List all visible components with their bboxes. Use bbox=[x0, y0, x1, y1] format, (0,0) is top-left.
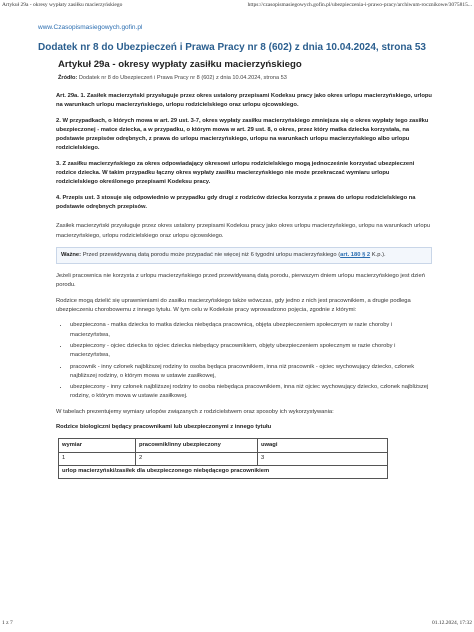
table-header-cell: wymiar bbox=[59, 439, 136, 452]
source-text: Dodatek nr 8 do Ubezpieczeń i Prawa Pracy nr 8 (602) z dnia 10.04.2024, strona 53 bbox=[78, 75, 287, 81]
note-law-link[interactable]: art. 180 § 2 bbox=[340, 251, 371, 258]
source-label: Źródło: bbox=[58, 75, 78, 81]
page-number: 1 z 7 bbox=[2, 620, 13, 626]
paragraph-birth-date: Jeżeli pracownica nie korzysta z urlopu macierzyńskiego przed przewidywaną datą porodu, pierwszym dniem urlopu macierzyńskiego jest dzień porodu. bbox=[56, 273, 425, 289]
article-title: Artykuł 29a - okresy wypłaty zasiłku macierzyńskiego bbox=[58, 59, 302, 70]
print-header bbox=[2, 2, 472, 12]
table-row bbox=[59, 439, 388, 452]
table-header-cell: pracownik/inny ubezpieczony bbox=[136, 439, 258, 452]
table-row bbox=[59, 465, 388, 478]
table-cell: 2 bbox=[136, 452, 258, 465]
table-header-cell: uwagi bbox=[258, 439, 388, 452]
commentary bbox=[56, 222, 432, 479]
article-paragraph: Art. 29a. 1. Zasiłek macierzyński przysługuje przez okres ustalony przepisami Kodeksu pracy jako okres urlopu macierzyńskiego, urlopu na warunkach urlopu macierzyńskiego, urlopu rodzicielskiego oraz urlopu ojcowskiego. bbox=[56, 93, 432, 109]
table-cell: 3 bbox=[258, 452, 388, 465]
article-paragraph: 4. Przepis ust. 3 stosuje się odpowiednio w przypadku gdy drugi z rodziców dziecka korzysta z prawa do urlopu rodzicielskiego na podstawie odrębnych przepisów. bbox=[56, 194, 416, 210]
table-span-cell: urlop macierzyński/zasiłek dla ubezpieczonego niebędącego pracownikiem bbox=[59, 465, 388, 478]
page-content bbox=[38, 16, 436, 479]
print-header-title: Artykuł 29a - okresy wypłaty zasiłku macierzyńskiego bbox=[2, 2, 123, 8]
article-paragraph: 2. W przypadkach, o których mowa w art. 29 ust. 3-7, okres wypłaty zasiłku macierzyńskiego zmniejsza się o okres wypłaty tego zasiłku ubezpieczonej - matce dziecka, a w przypadku, o którym mowa w art. 29 ust. 8, o okres, przez który matka dziecka korzystała, na podstawie przepisów odrębnych, z prawa do urlopu macierzyńskiego, urlopu na warunkach urlopu macierzyńskiego albo urlopu rodzicielskiego. bbox=[56, 117, 429, 152]
article-text bbox=[56, 92, 432, 212]
table-row bbox=[59, 452, 388, 465]
definitions-list bbox=[56, 321, 432, 401]
note-text: Przed przewidywaną datą porodu może przypadać nie więcej niż 6 tygodni urlopu macierzyńskiego ( bbox=[81, 251, 341, 258]
publication-title: Dodatek nr 8 do Ubezpieczeń i Prawa Pracy nr 8 (602) z dnia 10.04.2024, strona 53 bbox=[38, 42, 426, 53]
commentary-intro: Zasiłek macierzyński przysługuje przez okres ustalony przepisami Kodeksu pracy jako okres urlopu macierzyńskiego, urlopu na warunkach urlopu macierzyńskiego, urlopu rodzicielskiego oraz urlopu ojcowskiego. bbox=[56, 223, 431, 239]
leave-table bbox=[58, 438, 388, 479]
article-paragraph: 3. Z zasiłku macierzyńskiego za okres odpowiadający okresowi urlopu rodzicielskiego mogą jednocześnie korzystać ubezpieczeni rodzice dziecka. W takim przypadku łączny okres wypłaty zasiłku macierzyńskiego nie może przekraczać wymiaru urlopu rodzicielskiego określonego przepisami Kodeksu pracy. bbox=[56, 160, 415, 186]
source-line bbox=[58, 75, 436, 81]
note-tail: K.p.). bbox=[370, 251, 386, 258]
table-cell: 1 bbox=[59, 452, 136, 465]
paragraph-parents: Rodzice mogą dzielić się uprawnieniami do zasiłku macierzyńskiego także wówczas, gdy jedno z nich jest pracownikiem, a drugie podlega ubezpieczeniu chorobowemu z innego tytułu. W tym celu w Kodeksie pracy wprowadzono pojęcia, zgodnie z którymi: bbox=[56, 297, 411, 314]
list-item: • pracownik - inny członek najbliższej rodziny to osoba będąca pracownikiem, inna niż pracownik - ojciec wychowujący dziecko, członek najbliższej rodziny, o którym mowa w ustawie zasiłkowej, bbox=[69, 363, 432, 382]
site-link[interactable]: www.Czasopismasiegowych.gofin.pl bbox=[38, 24, 143, 31]
list-item: • ubezpieczona - matka dziecka to matka dziecka niebędąca pracownicą, objęta ubezpieczeniem społecznym w razie choroby i macierzyństwa, bbox=[69, 321, 432, 340]
note-label: Ważne: bbox=[61, 251, 82, 258]
list-item: • ubezpieczony - ojciec dziecka to ojciec dziecka niebędący pracownikiem, objęty ubezpieczeniem społecznym w razie choroby i macierzyństwa, bbox=[69, 342, 432, 361]
tables-intro: W tabelach prezentujemy wymiary urlopów związanych z rodzicielstwem oraz sposoby ich wykorzystywania: bbox=[56, 408, 334, 415]
important-note bbox=[56, 247, 432, 264]
list-item: • ubezpieczony - inny członek najbliższej rodziny to osoba niebędąca pracownikiem, inna niż ojciec wychowujący dziecko, członek najbliższej rodziny, o którym mowa w ustawie zasiłkowej. bbox=[69, 383, 432, 402]
table-heading: Rodzice biologiczni będący pracownikami lub ubezpieczonymi z innego tytułu bbox=[56, 424, 272, 431]
print-footer bbox=[2, 620, 472, 630]
print-header-url: https://czasopismasiegowych.gofin.pl/ubezpieczenia-i-prawo-pracy/archiwum-rocznikowe/3075815... bbox=[247, 2, 472, 8]
print-timestamp: 01.12.2024, 17:32 bbox=[431, 620, 472, 626]
